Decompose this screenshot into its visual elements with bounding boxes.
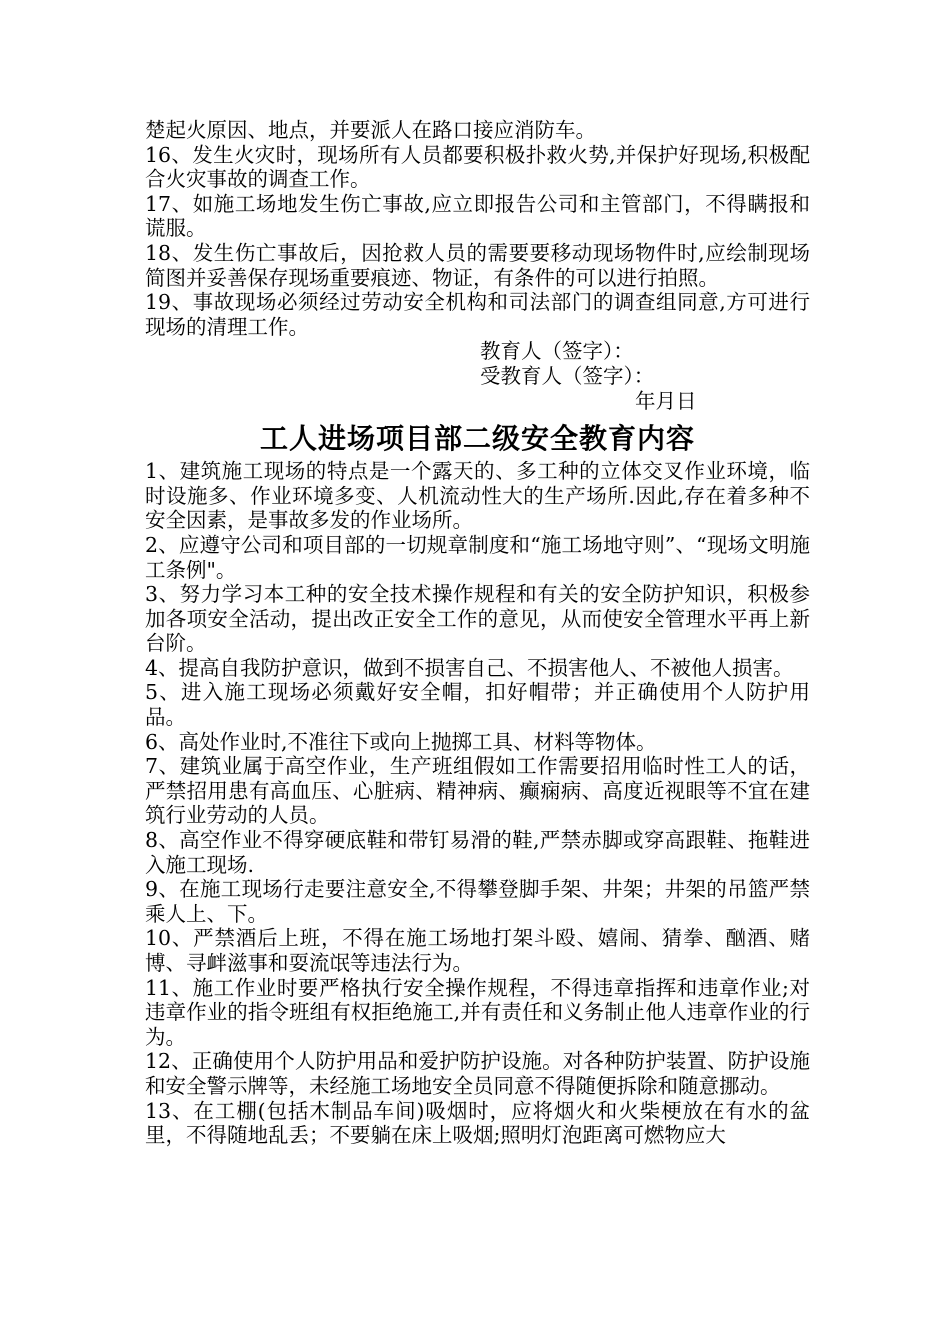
paragraph: 19、事故现场必须经过劳动安全机构和司法部门的调查组同意,方可进行现场的清理工作。 (145, 290, 810, 339)
paragraph: 楚起火原因、地点，并要派人在路口接应消防车。 (145, 118, 596, 142)
paragraph: 8、高空作业不得穿硬底鞋和带钉易滑的鞋,严禁赤脚或穿高跟鞋、拖鞋进入施工现场. (145, 828, 810, 877)
date-label: 年月日 (635, 388, 697, 413)
paragraph: 17、如施工场地发生伤亡事故,应立即报告公司和主管部门，不得瞒报和谎服。 (145, 191, 810, 241)
paragraph: 16、发生火灾时，现场所有人员都要积极扑救火势,并保护好现场,积极配合火灾事故的调查工作。 (145, 142, 810, 192)
paragraph: 18、发生伤亡事故后，因抢救人员的需要要移动现场物件时,应绘制现场简图并妥善保存现场重要痕迹、物证，有条件的可以进行拍照。 (145, 240, 810, 290)
paragraph: 9、在施工现场行走要注意安全,不得攀登脚手架、井架；井架的吊篮严禁乘人上、下。 (145, 877, 810, 926)
signature-block (480, 339, 810, 388)
paragraph: 1、建筑施工现场的特点是一个露天的、多工种的立体交叉作业环境，临时设施多、作业环境多变、人机流动性大的生产场所.因此,存在着多种不安全因素，是事故多发的作业场所。 (145, 459, 810, 533)
paragraph: 5、进入施工现场必须戴好安全帽，扣好帽带；并正确使用个人防护用品。 (145, 680, 810, 730)
paragraph: 4、提高自我防护意识，做到不损害自己、不损害他人、不被他人损害。 (145, 655, 794, 680)
paragraph: 6、高处作业时,不准往下或向上抛掷工具、材料等物体。 (145, 729, 657, 754)
paragraph: 7、建筑业属于高空作业，生产班组假如工作需要招用临时性工人的话，严禁招用患有高血压、心脏病、精神病、癫痫病、高度近视眼等不宜在建筑行业劳动的人员。 (145, 754, 810, 828)
document-page (145, 118, 810, 1148)
paragraph: 3、努力学习本工种的安全技术操作规程和有关的安全防护知识，积极参加各项安全活动，提出改正安全工作的意见，从而使安全管理水平再上新台阶。 (145, 582, 810, 656)
paragraph: 11、施工作业时要严格执行安全操作规程，不得违章指挥和违章作业;对违章作业的指令班组有权拒绝施工,并有责任和义务制止他人违章作业的行为。 (145, 975, 810, 1049)
educator-signature-label: 教育人（签字）： (480, 339, 634, 364)
paragraph: 2、应遵守公司和项目部的一切规章制度和“施工场地守则”、“现场文明施工条例"。 (145, 532, 810, 582)
section-body (145, 459, 810, 1148)
continuation-block (145, 118, 810, 339)
paragraph: 12、正确使用个人防护用品和爱护防护设施。对各种防护装置、防护设施和安全警示牌等，未经施工场地安全员同意不得随便拆除和随意挪动。 (145, 1049, 810, 1098)
paragraph: 10、严禁酒后上班，不得在施工场地打架斗殴、嬉闹、猜拳、酗酒、赌博、寻衅滋事和耍流氓等违法行为。 (145, 926, 810, 975)
paragraph: 13、在工棚(包括木制品车间)吸烟时，应将烟火和火柴梗放在有水的盆里，不得随地乱丢；不要躺在床上吸烟;照明灯泡距离可燃物应大 (145, 1098, 810, 1148)
educated-signature-label: 受教育人（签字）： (480, 363, 655, 388)
section-title: 工人进场项目部二级安全教育内容 (259, 422, 695, 456)
